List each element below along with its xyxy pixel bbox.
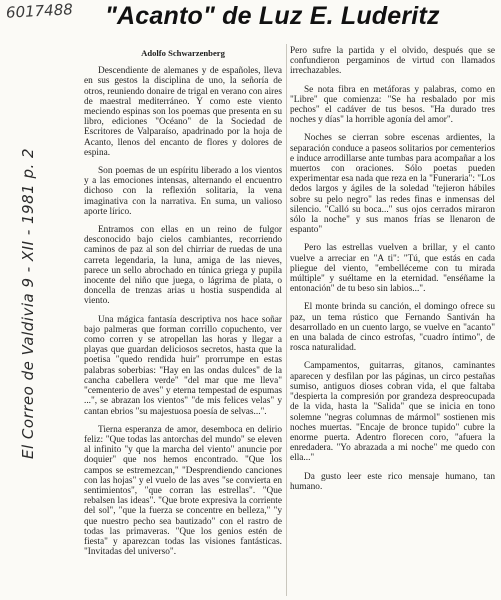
paragraph: Una mágica fantasía descriptiva nos hace soñar bajo palmeras que forman corrillo copuchento, ver como corren y se atropellan las horas y llegar a playas que guardan deliciosos secretos, hasta que la poetisa "quedo rendida huir" prorrumpe en estas palabras soberbias: "Hay en las ondas dulces" de la cancha cabellera verde" "del mar que me lleva" "cementerio de aves" y eterna tempestad de espumas ...", se abrazan los vientos" "de mis felices velas" y cantan ebrios "su majestuosa poesía de selvas...". [84, 314, 282, 417]
paragraph: El monte brinda su canción, el domingo ofrece su paz, un tema rústico que Fernando Santiván ha desarrollado en un cuento largo, se vuelve en "acanto" en una balada de cinco estrofas, "cuadro íntimo", de rosca naturalidad. [290, 302, 495, 354]
article-author: Adolfo Schwarzenberg [141, 48, 225, 58]
paragraph: Se nota fibra en metáforas y palabras, como en "Libre" que comienza: "Se ha resbalado por mis pechos" el cadáver de tus besos. "Ha durado tres noches y días" la horrible agonía del amor". [290, 84, 495, 126]
paragraph: Da gusto leer este rico mensaje humano, tan humano. [290, 471, 495, 492]
paragraph: Entramos con ellas en un reino de fulgor desconocido bajo cielos cambiantes, recorriendo caminos de paz al son del chirriar de ruedas de una carreta legendaria, la luna, amiga de las nieves, parece un sello abrochado en túnica griega y pupila inocente del niño que juega, o lágrima de plata, o doncella de trenzas arias u hostia suspendida al viento. [84, 225, 282, 307]
paragraph: Descendiente de alemanes y de españoles, lleva en sus gestos la disciplina de uno, la señoría de otros, reuniendo donaire de trigal en verano con aires de maestral mediterráneo. Y como este viento meciendo espinas son los poemas que presenta en su libro, ediciones "Océano" de la Sociedad de Escritores de Valparaíso, apadrinado por la hoja de Acanto, llenos del encanto de flores y dolores de espina. [84, 66, 282, 158]
paragraph: Pero sufre la partida y el olvido, después que se confundieron pergaminos de virtud con llamados irrechazables. [290, 46, 495, 77]
paragraph: Noches se cierran sobre escenas ardientes, la separación conduce a paseos solitarios por cementerios e induce arrodillarse ante tumbas para acompañar a los muertos con oraciones. Sólo poetas pueden experimentar esa nada que reza en la "Funeraria": "Los dedos largos y ágiles de la soledad "tejieron hábiles sobre su pelo negro" las redes finas e inmensas del silencio. "Calló su boca..." sus ojos cerrados miraron sólo la noche" y sus manos frías se llenaron de espanto" [290, 133, 495, 236]
paragraph: Pero las estrellas vuelven a brillar, y el canto vuelve a arreciar en "A ti": "Tú, que estás en cada pliegue del viento, "embelléceme con tu mirada múltiple" y suéltame en la eternidad. "enséñame la entonación" de tu beso sin labios...". [290, 243, 495, 295]
article-column-left [84, 46, 282, 565]
article-headline: "Acanto" de Luz E. Luderitz [105, 2, 440, 30]
handwritten-source-note: El Correo de Valdivia 9 - XII - 1981 p. 2 [19, 147, 37, 459]
handwritten-reference-code: 6017488 [5, 0, 74, 22]
paragraph: Son poemas de un espíritu liberado a los vientos y a las emociones intensas, alternando el encuentro dichoso con la reflexión solitaria, la vena imaginativa con la narrativa. En suma, un valioso aporte lírico. [84, 166, 282, 217]
article-column-right [290, 46, 495, 500]
paragraph: Campamentos, guitarras, gitanos, caminantes aparecen y desfilan por las páginas, un circo pestañas sumiso, antiguos dioses cobran vida, el que faltaba "despierta la compresión por grandeza despreocupada de la vida, hasta la "Salida" que se inicia en tono solemne "negras columnas de mármol" sostienen mis noches muertas. "Encaje de bronce tupido" cubre la enorme puerta. Adentro florecen coro, "afuera la enredadera. "Yo abrazada a mi noche" me quedo con ella..." [290, 361, 495, 464]
paragraph: Tierna esperanza de amor, desemboca en delirio feliz: "Que todas las antorchas del mundo" se eleven al infinito "y que la marcha del viento" anuncie por doquier" que nos hemos encontrado. "Que los campos se estremezcan," "Desprendiendo canciones con las hojas" y el vuelo de las aves "se convierta en sentimientos", "que corran las estrellas". "Que rebalsen las ideas". "Que brote expresiva la corriente del sol", "que la fuerza se concentre en belleza," "y que nuestro pecho sea bautizado" con el rastro de todas las primaveras. "Que los genios estén de fiesta" y aparezcan todas las visiones fantásticas. "Invitadas del universo". [84, 424, 282, 558]
column-divider [286, 44, 287, 596]
